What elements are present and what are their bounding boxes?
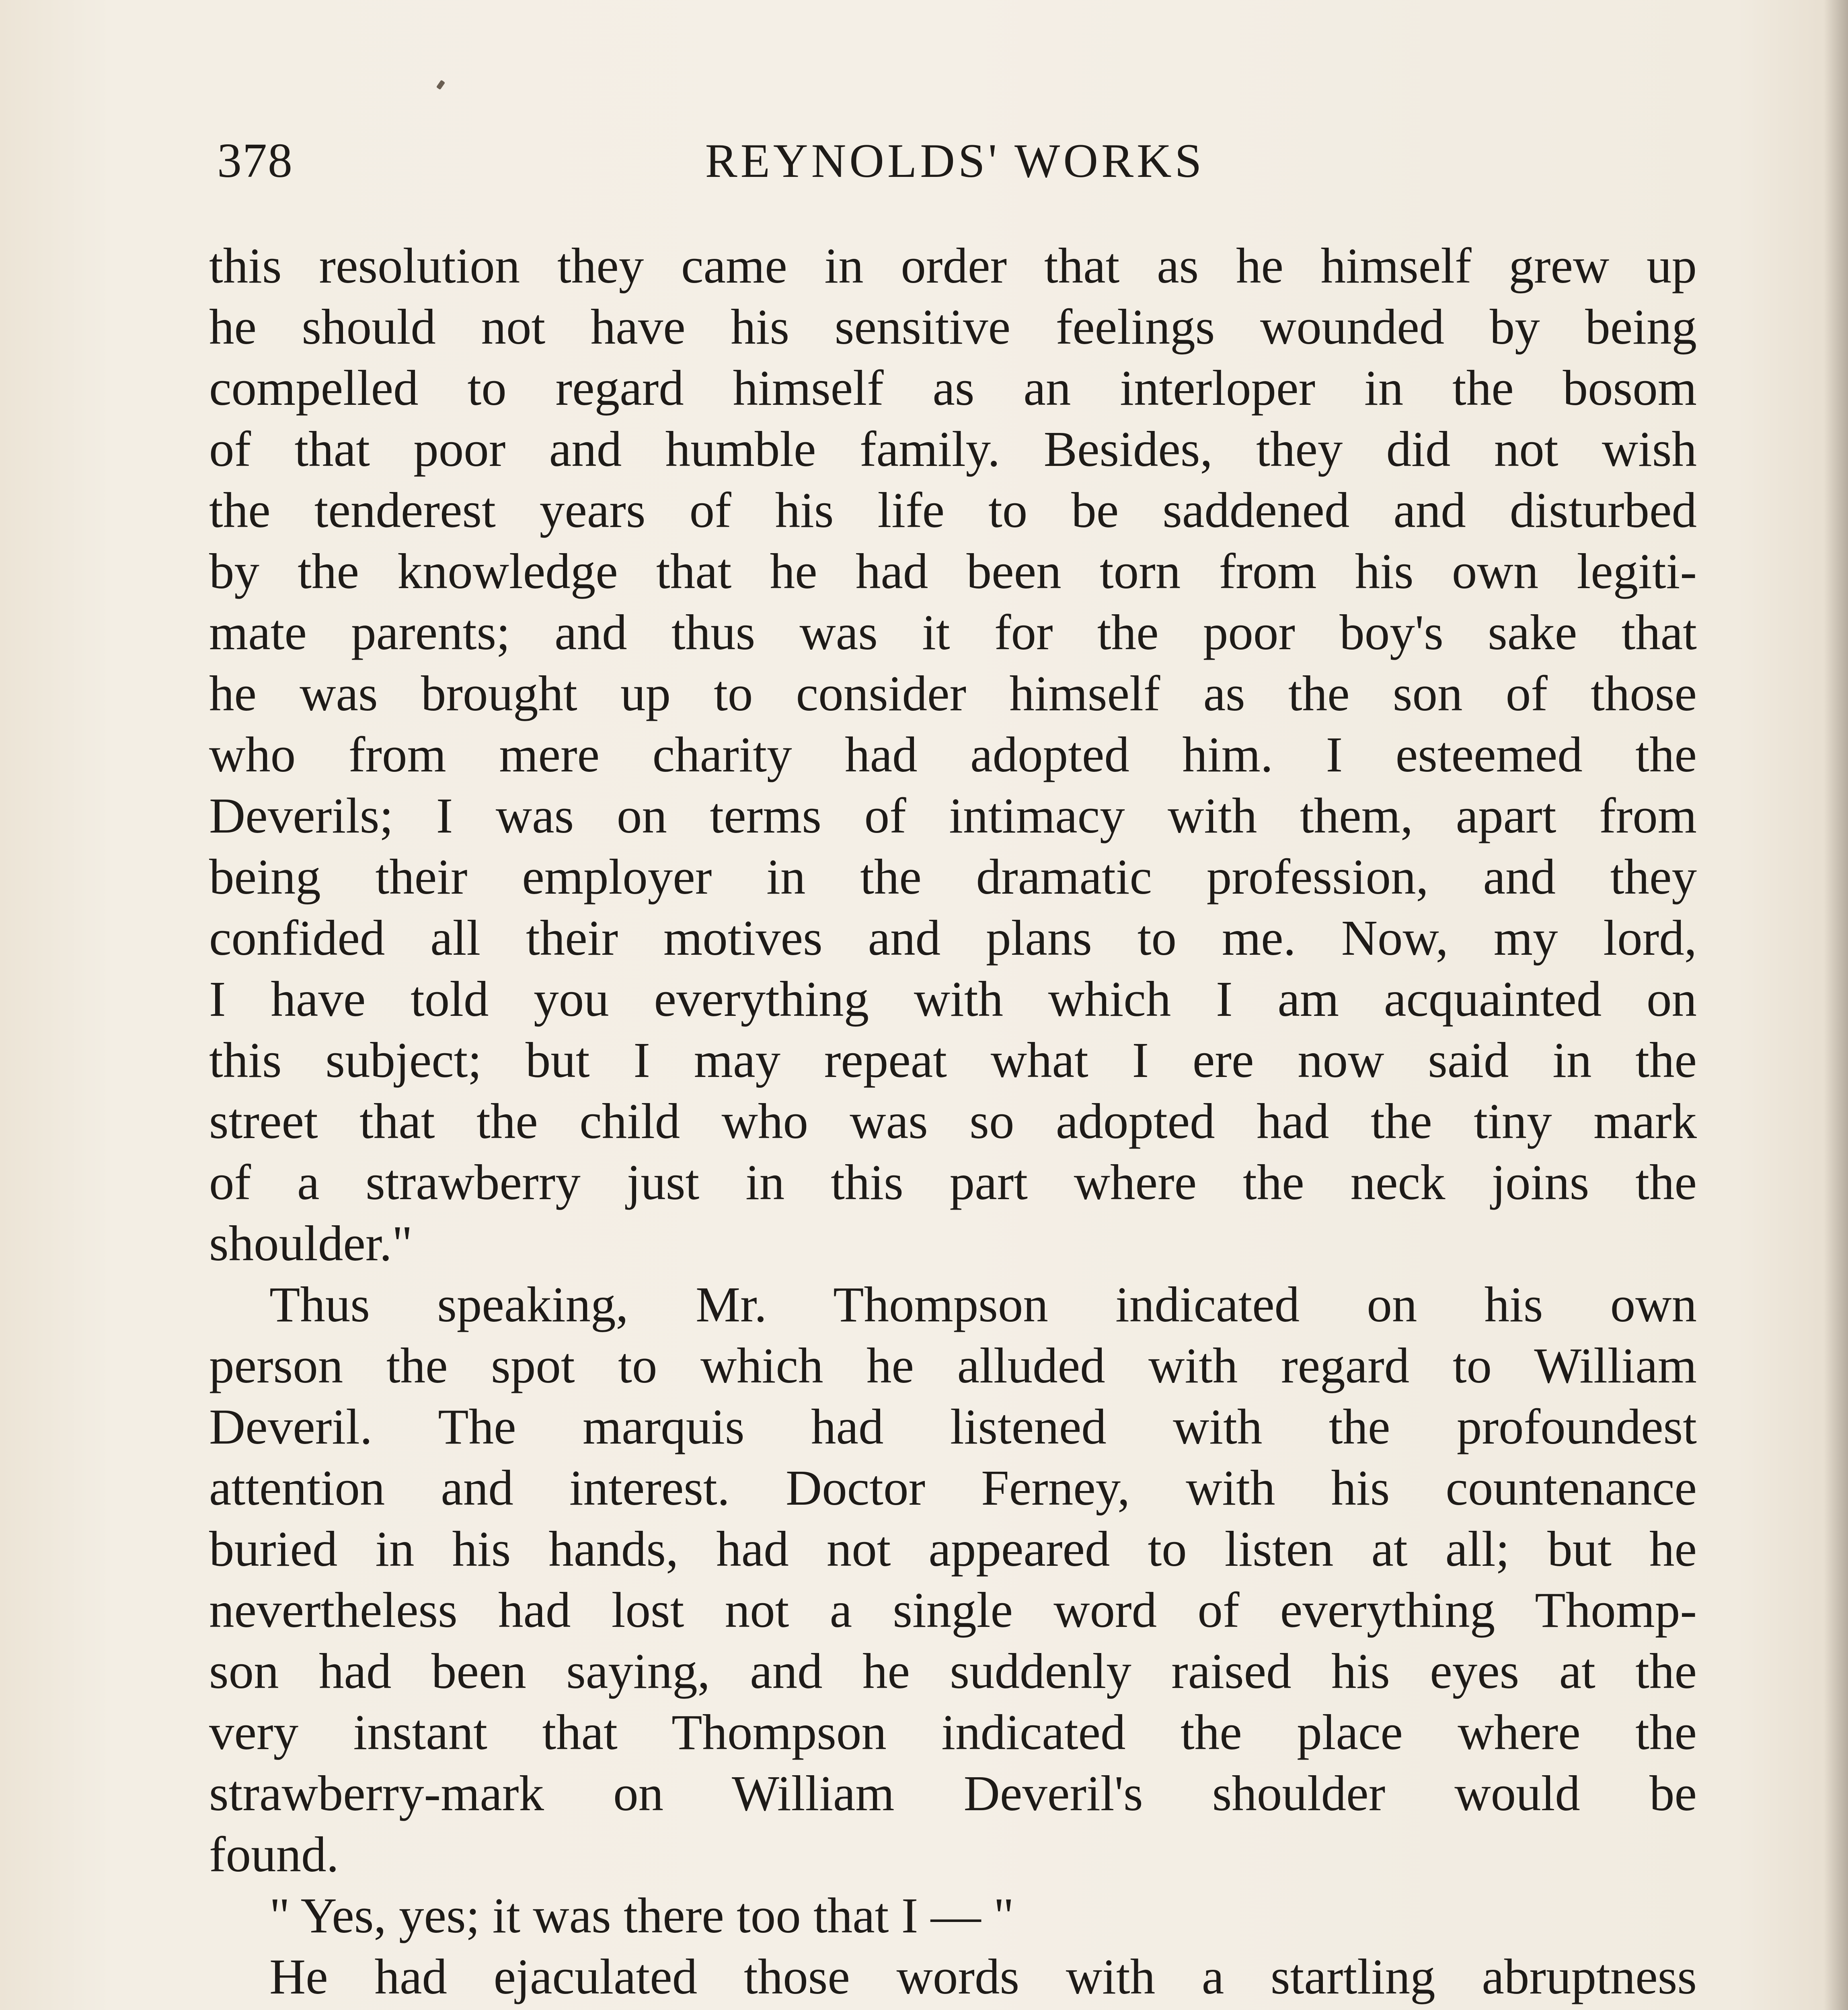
text-line (209, 2008, 1697, 2010)
text-line: I have told you everything with which I am acquainted on (209, 972, 1697, 1027)
text-line: Deveril. The marquis had listened with the profoundest (209, 1399, 1697, 1455)
text-line: who from mere charity had adopted him. I esteemed the (209, 727, 1697, 783)
text-line: found. (209, 1827, 339, 1883)
text-line: very instant that Thompson indicated the place where the (209, 1705, 1697, 1760)
text-line: he should not have his sensitive feelings wounded by being (209, 299, 1697, 355)
text-line: mate parents; and thus was it for the poor boy's sake that (209, 605, 1697, 660)
body-text (209, 236, 1697, 2010)
text-line: this subject; but I may repeat what I ere now said in the (209, 1033, 1697, 1088)
text-line: " Yes, yes; it was there too that I — " (269, 1888, 1014, 1944)
text-line: of a strawberry just in this part where the neck joins the (209, 1155, 1697, 1210)
text-line: confided all their motives and plans to me. Now, my lord, (209, 911, 1697, 966)
running-head: REYNOLDS' WORKS (705, 134, 1205, 187)
page-header (217, 125, 1693, 197)
text-line: attention and interest. Doctor Ferney, with his countenance (209, 1460, 1697, 1516)
text-line: Deverils; I was on terms of intimacy with them, apart from (209, 788, 1697, 844)
text-line: by the knowledge that he had been torn from his own legiti- (209, 544, 1697, 599)
text-line: of that poor and humble family. Besides, they did not wish (209, 422, 1697, 477)
text-line: buried in his hands, had not appeared to listen at all; but he (209, 1522, 1697, 1577)
text-line: street that the child who was so adopted had the tiny mark (209, 1094, 1697, 1149)
text-line: son had been saying, and he suddenly raised his eyes at the (209, 1644, 1697, 1699)
text-line: nevertheless had lost not a single word of everything Thomp- (209, 1583, 1697, 1638)
text-line: person the spot to which he alluded with regard to William (209, 1338, 1697, 1394)
text-line: strawberry-mark on William Deveril's shoulder would be (209, 1766, 1697, 1821)
text-line: He had ejaculated those words with a startling abruptness (269, 1949, 1697, 2005)
paper-fleck (436, 80, 445, 90)
page-edge-shadow (1824, 0, 1848, 2010)
text-line: he was brought up to consider himself as the son of those (209, 666, 1697, 722)
text-line: Thus speaking, Mr. Thompson indicated on his own (269, 1277, 1697, 1333)
text-line: compelled to regard himself as an interloper in the bosom (209, 361, 1697, 416)
text-line: the tenderest years of his life to be saddened and disturbed (209, 483, 1697, 538)
text-line: being their employer in the dramatic profession, and they (209, 849, 1697, 905)
text-line: shoulder." (209, 1216, 413, 1272)
text-line: this resolution they came in order that as he himself grew up (209, 238, 1697, 294)
page-number: 378 (217, 133, 293, 188)
